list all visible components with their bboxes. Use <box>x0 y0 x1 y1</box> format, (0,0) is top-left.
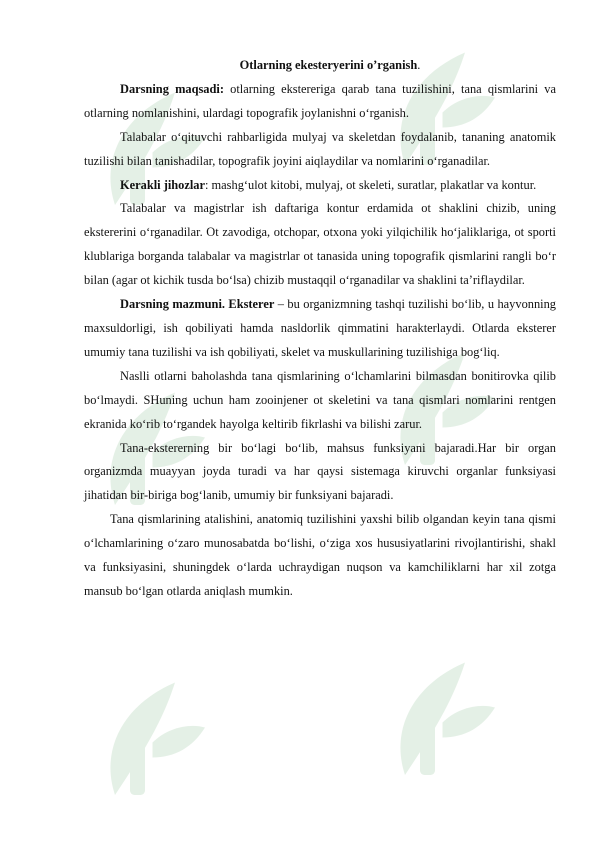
paragraph-evaluation: Naslli otlarni baholashda tana qismlarining o‘lchamlarini bilmasdan bonitirovka qilib bo‘lmaydi. SHuning uchun ham zooinjener ot skeletini va tana qismlari nomlarini rentgen ekranida ko‘rib to‘rgandek hayolga keltirib fikrlashi va bilishi zarur. <box>84 368 556 431</box>
paragraph-intro: Talabalar o‘qituvchi rahbarligida mulyaj va skeletdan foydalanib, tananing anatomik tuzilishi bilan tanishadilar, topografik joyini aiqlaydilar va nomlarini o‘rganadilar. <box>84 129 556 168</box>
document-body <box>84 54 556 604</box>
title-suffix: . <box>417 58 421 72</box>
paragraph-content-label: Darsning mazmuni. Eksterer <box>120 297 275 312</box>
paragraph-goal <box>84 78 556 126</box>
paragraph-organs: Tana-ekstererning bir bo‘lagi bo‘lib, mahsus funksiyani bajaradi.Har bir organ organizmda muayyan joyda turadi va har qaysi sistemaga kiruvchi organlar funksiyasi jihatidan bir-biriga bog‘lanib, umumiy bir funksiyani bajaradi. <box>84 440 556 503</box>
page-title <box>84 54 556 78</box>
paragraph-equipment-label: Kerakli jihozlar <box>120 177 205 192</box>
title-text: Otlarning ekesteryerini o’rganish <box>239 58 418 72</box>
paragraph-goal-label: Darsning maqsadi: <box>120 81 224 96</box>
leaf-logo-icon <box>70 660 220 810</box>
paragraph-content <box>84 293 556 365</box>
paragraph-conclusion: Tana qismlarining atalishini, anatomiq tuzilishini yaxshi bilib olgandan keyin tana qismi o‘lchamlarining o‘zaro munosabatda bo‘lishi, o‘ziga xos hususiyatlarini rivojlantirishi, shakl va funksiyasini, shuningdek o‘larda uchraydigan nuqson va kamchiliklarni har xil zotga mansub bo‘lgan otlarda aniqlash mumkin. <box>84 512 556 598</box>
paragraph-goal-text: otlarning ekstereriga qarab tana tuzilishini, tana qismlarini va otlarning nomlanishini, ulardagi topografik joylanishni o‘rganish. <box>84 81 556 120</box>
paragraph-equipment-text: : mashg‘ulot kitobi, mulyaj, ot skeleti, suratlar, plakatlar va kontur. <box>205 177 537 192</box>
leaf-logo-icon <box>360 640 510 790</box>
paragraph-equipment <box>84 174 556 198</box>
paragraph-content-text: – bu organizmning tashqi tuzilishi bo‘lib, u hayvonning maxsuldorligi, ish qobiliyati hamda nasldorlik qimmatini harakterlaydi. Otlarda eksterer umumiy tana tuzilishi va ish qobiliyati, skelet va muskullarining tuzilishiga bog‘liq. <box>84 297 556 359</box>
paragraph-tasks: Talabalar va magistrlar ish daftariga kontur erdamida ot shaklini chizib, uning ekstererini o‘rganadilar. Ot zavodiga, otchopar, otxona yoki yilqichilik ho‘jaliklariga, ot sporti klublariga borganda talabalar va magistrlar ot tanasida uning topografik qismlarini rangli bo‘r bilan (agar ot kichik tusda bo‘lsa) chizib mustaqqil o‘rganadilar va shaklini ta’riflaydilar. <box>84 201 556 288</box>
